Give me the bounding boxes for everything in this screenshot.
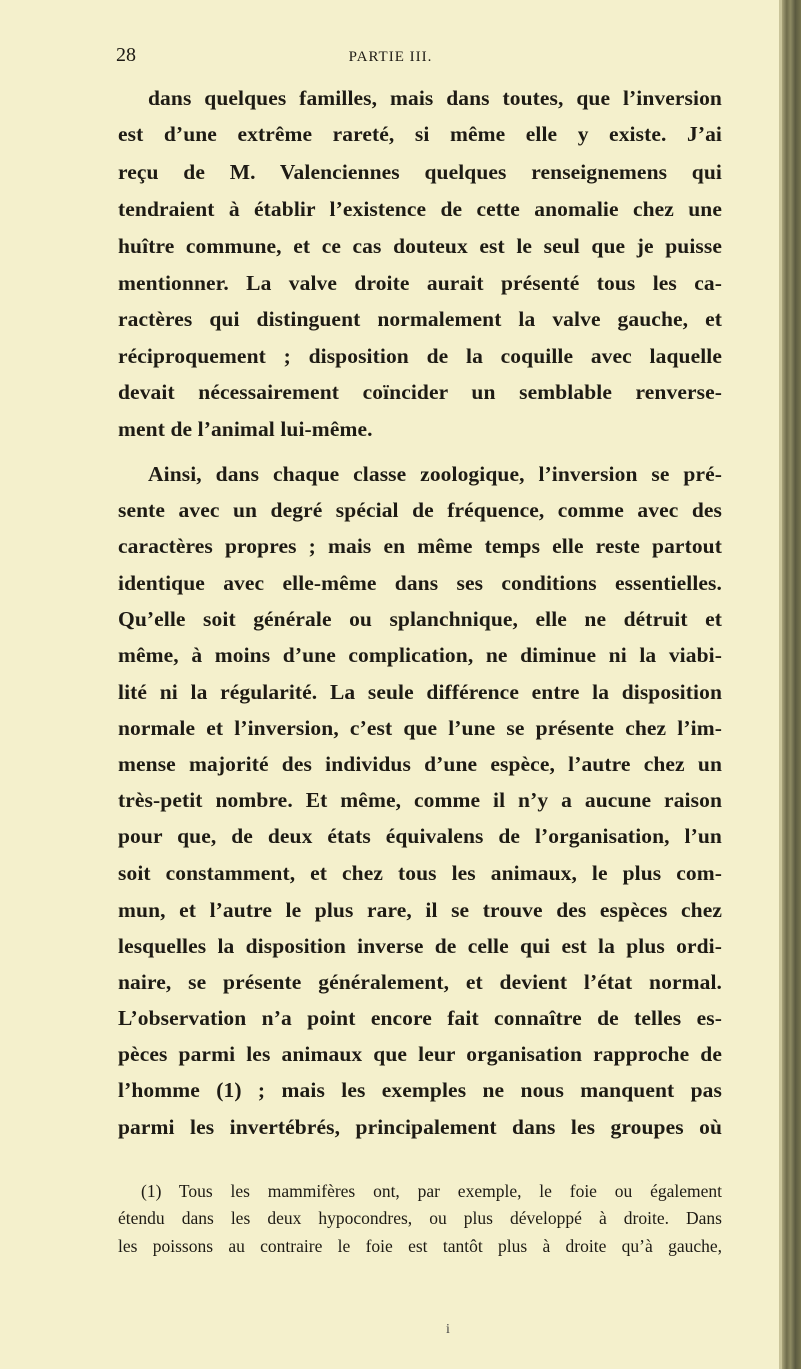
- text-line: est d’une extrême rareté, si même elle y existe. J’ai: [118, 122, 722, 146]
- text-line: tendraient à établir l’existence de cette anomalie chez une: [118, 197, 722, 221]
- text-line: pèces parmi les animaux que leur organisation rapproche de: [118, 1042, 722, 1066]
- signature-mark: i: [446, 1322, 450, 1337]
- footnote-line: les poissons au contraire le foie est tantôt plus à droite qu’à gauche,: [118, 1236, 722, 1256]
- text-line: mun, et l’autre le plus rare, il se trouve des espèces chez: [118, 898, 722, 922]
- text-line: pour que, de deux états équivalens de l’organisation, l’un: [118, 824, 722, 848]
- text-line: soit constamment, et chez tous les animaux, le plus com-: [118, 861, 722, 885]
- text-line: dans quelques familles, mais dans toutes, que l’inversion: [148, 86, 722, 110]
- text-line: reçu de M. Valenciennes quelques renseignemens qui: [118, 160, 722, 184]
- text-line: Ainsi, dans chaque classe zoologique, l’inversion se pré-: [148, 462, 722, 486]
- text-line: devait nécessairement coïncider un semblable renverse-: [118, 380, 722, 404]
- text-line: très-petit nombre. Et même, comme il n’y a aucune raison: [118, 788, 722, 812]
- text-line: ractères qui distinguent normalement la valve gauche, et: [118, 307, 722, 331]
- text-line: l’homme (1) ; mais les exemples ne nous manquent pas: [118, 1078, 722, 1102]
- text-line: parmi les invertébrés, principalement dans les groupes où: [118, 1115, 722, 1139]
- text-line: lesquelles la disposition inverse de celle qui est la plus ordi-: [118, 934, 722, 958]
- text-line: L’observation n’a point encore fait connaître de telles es-: [118, 1006, 722, 1030]
- page-edge: [782, 0, 801, 1369]
- page-number: 28: [116, 44, 136, 66]
- text-line: mense majorité des individus d’une espèce, l’autre chez un: [118, 752, 722, 776]
- text-line: naire, se présente généralement, et devient l’état normal.: [118, 970, 722, 994]
- text-line: ment de l’animal lui-même.: [118, 417, 373, 441]
- running-title: PARTIE III.: [348, 49, 433, 65]
- text-line: huître commune, et ce cas douteux est le seul que je puisse: [118, 234, 722, 258]
- text-line: lité ni la régularité. La seule différence entre la disposition: [118, 680, 722, 704]
- text-line: réciproquement ; disposition de la coquille avec laquelle: [118, 344, 722, 368]
- text-line: identique avec elle-même dans ses conditions essentielles.: [118, 571, 722, 595]
- text-line: sente avec un degré spécial de fréquence, comme avec des: [118, 498, 722, 522]
- text-line: même, à moins d’une complication, ne diminue ni la viabi-: [118, 643, 722, 667]
- text-line: caractères propres ; mais en même temps elle reste partout: [118, 534, 722, 558]
- footnote-line: étendu dans les deux hypocondres, ou plus développé à droite. Dans: [118, 1208, 722, 1228]
- text-line: normale et l’inversion, c’est que l’une se présente chez l’im-: [118, 716, 722, 740]
- text-line: Qu’elle soit générale ou splanchnique, elle ne détruit et: [118, 607, 722, 631]
- footnote-line: (1) Tous les mammifères ont, par exemple, le foie ou également: [141, 1181, 722, 1201]
- text-line: mentionner. La valve droite aurait présenté tous les ca-: [118, 271, 722, 295]
